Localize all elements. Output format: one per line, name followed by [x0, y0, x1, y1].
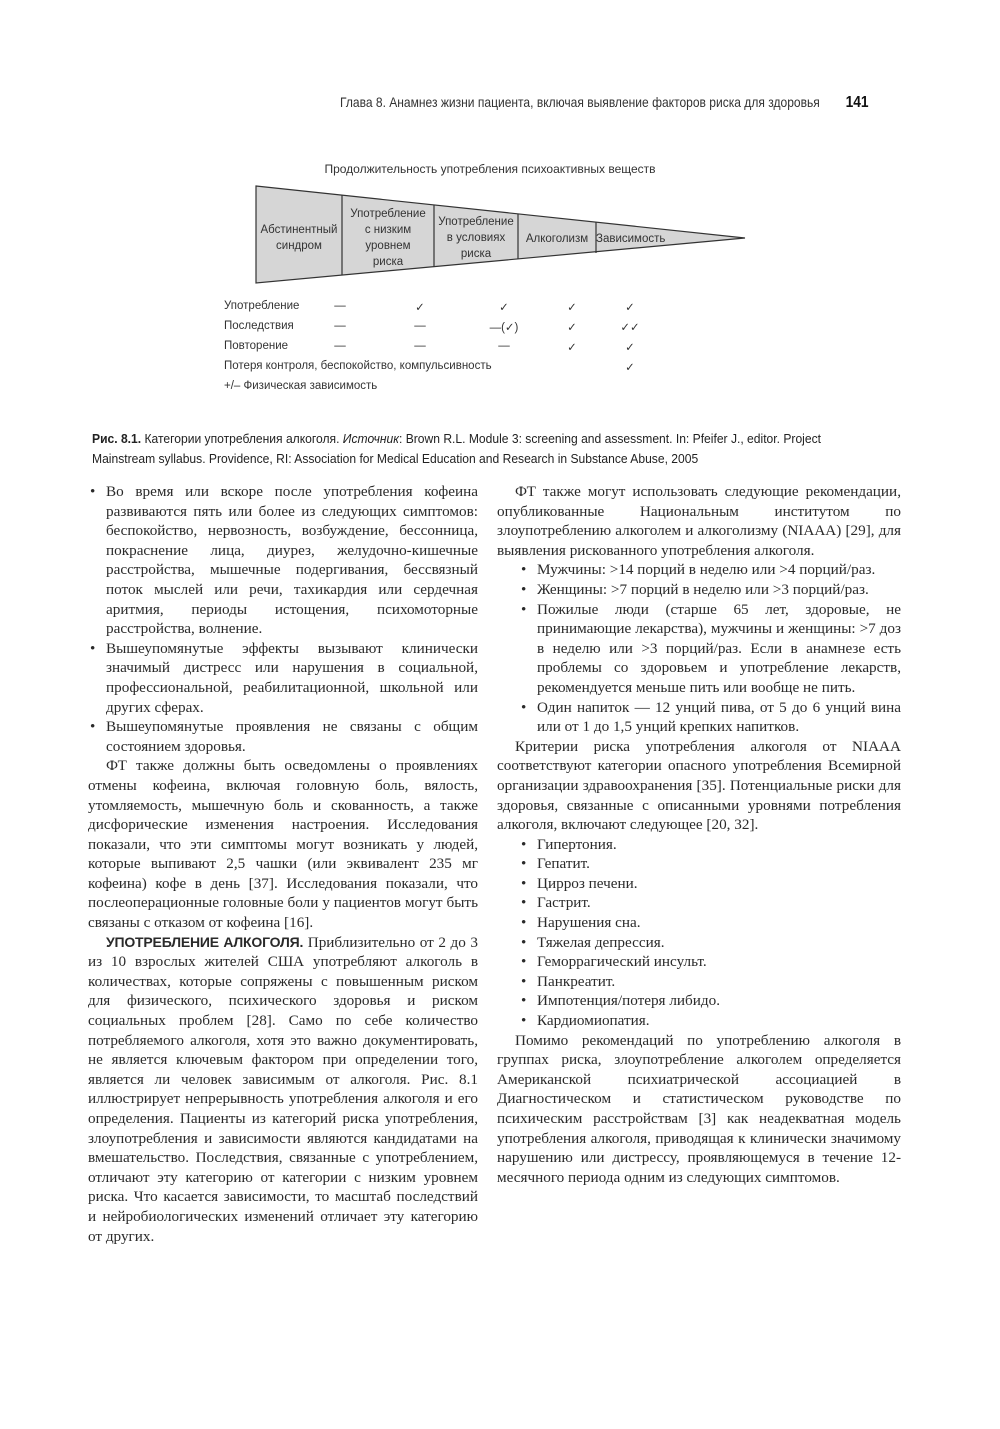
- list-item: • Импотенция/потеря либидо.: [497, 991, 901, 1011]
- category-dependence: [596, 231, 676, 247]
- cell: ✓: [567, 322, 577, 334]
- cell: —: [414, 320, 426, 332]
- matrix-row: [220, 340, 780, 358]
- list-item: • Панкреатит.: [497, 972, 901, 992]
- matrix-row: [220, 360, 780, 378]
- list-item: • Тяжелая депрессия.: [497, 933, 901, 953]
- paragraph: ФТ также могут использовать следующие рекомендации, опубликованные Национальным институтом по злоупотреблению алкоголем и алкоголизму (NIAAA) [29], для выявления рискованного употребления алкоголя.: [497, 483, 901, 559]
- list-item: • Геморрагический инсульт.: [497, 952, 901, 972]
- cell: ✓: [499, 302, 509, 314]
- category-alcoholism: [518, 231, 596, 247]
- section-heading: УПОТРЕБЛЕНИЕ АЛКОГОЛЯ.: [106, 933, 304, 950]
- caption-text: Категории употребления алкоголя.: [141, 431, 343, 446]
- row-label: +/– Физическая зависимость: [224, 380, 378, 392]
- cell: ✓: [567, 342, 577, 354]
- list-item: • Гипертония.: [497, 835, 901, 855]
- category-line: Употребление: [350, 208, 426, 220]
- niaaa-guideline-list: [497, 560, 901, 736]
- cell: —: [334, 300, 346, 312]
- category-line: Зависимость: [596, 233, 666, 245]
- figure-caption: [92, 429, 855, 469]
- paragraph: [88, 933, 478, 1247]
- category-line: риска: [460, 248, 492, 260]
- paragraph: ФТ также должны быть осведомлены о проявлениях отмены кофеина, включая головную боль, вялость, утомляемость, мышечную боль и скованность, а также дисфорические изменения настроения. Исследования показали, что эти симптомы могут возникать у людей, которые выпивают 2,5 чашки (или эквивалент 235 мг кофеина) кофе в день [37]. Исследования показали, что послеоперационные головные боли у пациентов могут быть связаны с отказом от кофеина [16].: [88, 757, 478, 932]
- cell: ✓: [625, 302, 635, 314]
- category-line: Алкоголизм: [525, 233, 589, 245]
- row-label: Потеря контроля, беспокойство, компульсивность: [224, 360, 492, 372]
- row-label: Последствия: [224, 320, 294, 332]
- category-line: риска: [372, 256, 404, 268]
- list-item: • Женщины: >7 порций в неделю или >3 порций/раз.: [497, 580, 901, 600]
- right-column: [497, 482, 901, 1187]
- category-line: уровнем: [365, 240, 411, 252]
- cell: —: [334, 340, 346, 352]
- category-line: синдром: [276, 240, 322, 252]
- cell: ✓: [415, 302, 425, 314]
- cell: ✓✓: [620, 322, 640, 334]
- left-column: [88, 482, 478, 1246]
- cell: —(✓): [489, 322, 519, 334]
- list-item: • Вышеупомянутые эффекты вызывают клинически значимый дистресс или нарушения в социальной, профессиональной, реабилитационной, школьной или других сферах.: [88, 639, 478, 717]
- list-item: • Цирроз печени.: [497, 874, 901, 894]
- matrix-row: [220, 320, 780, 338]
- figure-title: Продолжительность употребления психоактивных веществ: [324, 162, 656, 176]
- category-line: Абстинентный: [260, 224, 338, 236]
- cell: —: [414, 340, 426, 352]
- paragraph: Помимо рекомендаций по употреблению алкоголя в группах риска, злоупотребление алкоголем определяется Американской психиатрической ассоциацией в Диагностическом и статистическом руководстве по психическим расстройствам [3] как неадекватная модель употребления алкоголя, приводящая к клинически значимому нарушению или дистрессу, проявляющемуся в течение 12-месячного периода одним из следующих симптомов.: [497, 1031, 901, 1186]
- paragraph: Критерии риска употребления алкоголя от NIAAA соответствуют категории опасного употребления Всемирной организации здравоохранения [35]. Потенциальные риски для здоровья, связанные с описанными уровнями потребления алкоголя, включают следующее [20, 32].: [497, 737, 901, 834]
- category-low-risk: [344, 206, 432, 270]
- row-label: Употребление: [224, 300, 300, 312]
- list-item: • Кардиомиопатия.: [497, 1011, 901, 1031]
- category-abstinence: [258, 222, 340, 254]
- cell: ✓: [625, 342, 635, 354]
- running-header: [340, 94, 869, 112]
- list-item: • Нарушения сна.: [497, 913, 901, 933]
- figure-8-1: [220, 158, 780, 408]
- list-item: • Пожилые люди (старше 65 лет, здоровые, не принимающие лекарства), мужчины и женщины: >7 доз в неделю или >3 порций/раз. Если в анамнезе есть проблемы со здоровьем и употребление лекарств, рекомендуется меньше пить или вообще не пить.: [497, 600, 901, 698]
- list-item: • Гепатит.: [497, 854, 901, 874]
- list-item: • Во время или вскоре после употребления кофеина развиваются пять или более из следующих симптомов: беспокойство, нервозность, возбуждение, бессонница, покраснение лица, диурез, желудочно-кишечные расстройства, мышечные подергивания, бессвязный поток мыслей или речи, тахикардия или сердечная аритмия, периоды истощения, психомоторные расстройства, волнение.: [88, 482, 478, 639]
- cell: ✓: [567, 302, 577, 314]
- caption-label: Рис. 8.1.: [92, 431, 142, 446]
- category-at-risk: [435, 214, 517, 262]
- caption-source-label: Источник: [342, 431, 399, 446]
- caffeine-symptom-list: [88, 482, 478, 756]
- cell: —: [498, 340, 510, 352]
- row-label: Повторение: [224, 340, 289, 352]
- list-item: • Вышеупомянутые проявления не связаны с общим состоянием здоровья.: [88, 717, 478, 756]
- matrix-row: [220, 380, 780, 398]
- cell: ✓: [625, 362, 635, 374]
- list-item: • Гастрит.: [497, 893, 901, 913]
- health-risk-list: [497, 835, 901, 1031]
- caption-source-text: : Brown R.L. Module 3: screening and assessment. In: Pfeifer J., editor. Project Mainstream syllabus. Providence, RI: Association for Medical Education and Research in Substance Abuse, 2005: [92, 431, 821, 466]
- matrix-row: [220, 300, 780, 318]
- running-title: Глава 8. Анамнез жизни пациента, включая выявление факторов риска для здоровья: [340, 94, 820, 110]
- category-line: с низким: [364, 224, 412, 236]
- page-number: 141: [845, 94, 869, 111]
- category-line: в условиях: [446, 232, 506, 244]
- list-item: • Мужчины: >14 порций в неделю или >4 порций/раз.: [497, 560, 901, 580]
- list-item: • Один напиток — 12 унций пива, от 5 до 6 унций вина или от 1 до 1,5 унций крепких напитков.: [497, 698, 901, 737]
- cell: —: [334, 320, 346, 332]
- paragraph-text: Приблизительно от 2 до 3 из 10 взрослых жителей США употребляют алкоголь в количествах, которые сопряжены с повышенным риском для физического, психического здоровья и риском социальных проблем [28]. Само по себе количество потребляемого алкоголя, хотя это важно документировать, не является ключевым фактором при определении того, является ли человек зависимым от алкоголя. Рис. 8.1 иллюстрирует непрерывность употребления алкоголя и его определения. Пациенты из категорий риска употребления, злоупотребления и зависимости являются кандидатами на вмешательство. Последствия, связанные с употреблением, отличают эту категорию от категории с низким уровнем риска. Что касается зависимости, то масштаб последствий и нейробиологических изменений отличает эту категорию от других.: [88, 933, 479, 1245]
- category-line: Употребление: [438, 216, 514, 228]
